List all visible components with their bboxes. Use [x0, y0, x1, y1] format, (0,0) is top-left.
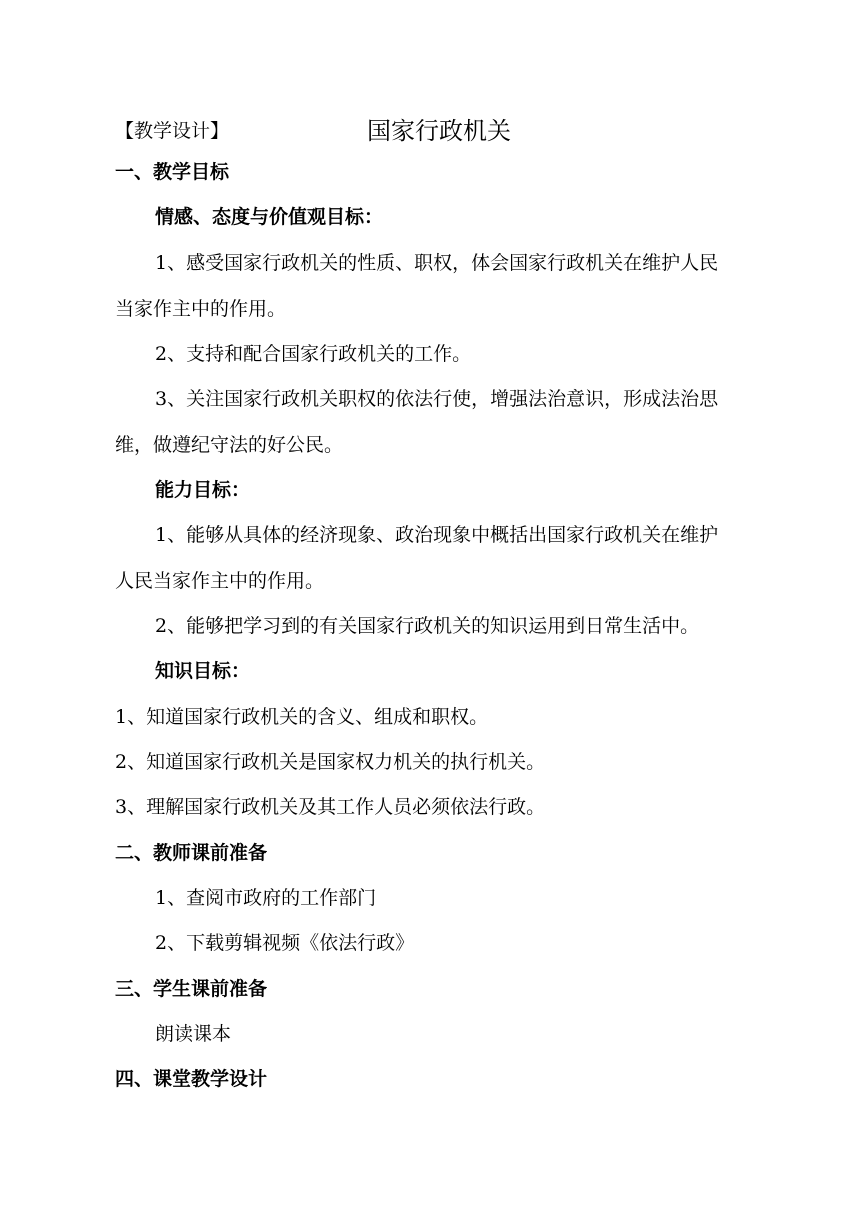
document-header [115, 116, 755, 146]
emotion-item-3-line-1: 3、关注国家行政机关职权的依法行使，增强法治意识，形成法治思 [155, 388, 719, 410]
emotion-item-2: 2、支持和配合国家行政机关的工作。 [155, 343, 472, 365]
subheading-knowledge: 知识目标： [155, 660, 251, 682]
ability-item-2: 2、能够把学习到的有关国家行政机关的知识运用到日常生活中。 [155, 615, 700, 637]
subheading-ability: 能力目标： [155, 479, 251, 501]
knowledge-item-2: 2、知道国家行政机关是国家权力机关的执行机关。 [115, 751, 546, 773]
emotion-item-3-line-2: 维，做遵纪守法的好公民。 [115, 434, 344, 456]
teacher-item-1: 1、查阅市政府的工作部门 [155, 887, 377, 909]
emotion-item-1-line-2: 当家作主中的作用。 [115, 298, 287, 320]
knowledge-item-3: 3、理解国家行政机关及其工作人员必须依法行政。 [115, 796, 546, 818]
ability-item-1-line-1: 1、能够从具体的经济现象、政治现象中概括出国家行政机关在维护 [155, 524, 719, 546]
student-item-1: 朗读课本 [155, 1023, 232, 1045]
subheading-emotion: 情感、态度与价值观目标： [155, 206, 384, 228]
emotion-item-1-line-1: 1、感受国家行政机关的性质、职权，体会国家行政机关在维护人民 [155, 252, 719, 274]
section-heading-goals: 一、教学目标 [115, 161, 230, 183]
teacher-item-2: 2、下载剪辑视频《依法行政》 [155, 932, 415, 954]
ability-item-1-line-2: 人民当家作主中的作用。 [115, 570, 325, 592]
section-heading-student: 三、学生课前准备 [115, 978, 268, 1000]
section-heading-teacher: 二、教师课前准备 [115, 842, 268, 864]
knowledge-item-1: 1、知道国家行政机关的含义、组成和职权。 [115, 706, 489, 728]
document-title: 国家行政机关 [367, 117, 511, 145]
section-heading-class: 四、课堂教学设计 [115, 1068, 268, 1090]
document-label: 【教学设计】 [115, 120, 230, 142]
